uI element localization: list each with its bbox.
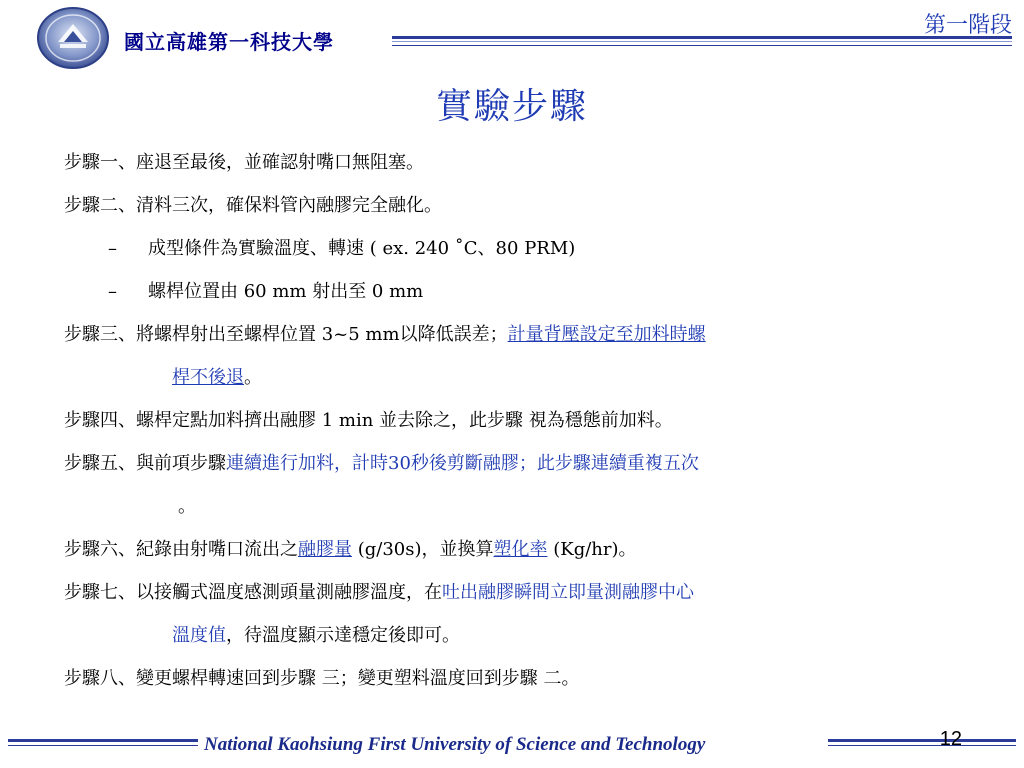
step-7-text: 步驟七、以接觸式溫度感測頭量測融膠溫度，在 (64, 582, 442, 603)
dash-bullet: – (108, 281, 117, 302)
dash-bullet: – (108, 238, 117, 259)
step-3-highlight: 計量背壓設定至加料時螺 (507, 324, 706, 345)
step-5 (64, 453, 974, 475)
melt-amount-term: 融膠量 (298, 539, 352, 560)
step-5-highlight: 連續進行加料，計時30秒後剪斷融膠；此步驟連續重複五次 (226, 453, 699, 474)
step-6-unit-1: (g/30s)，並換算 (352, 539, 494, 560)
sub-item-text: 成型條件為實驗溫度、轉速 ( ex. 240 ˚C、80 PRM) (148, 238, 576, 259)
step-2-sub-2 (64, 281, 974, 303)
footer-rule-right (828, 739, 1016, 746)
footer-rule-left (8, 739, 198, 746)
footer-text: National Kaohsiung First University of Science and Technology (204, 734, 706, 755)
step-2-sub-1 (64, 238, 974, 260)
step-3 (64, 324, 974, 346)
step-8: 步驟八、變更螺桿轉速回到步驟 三；變更塑料溫度回到步驟 二。 (64, 668, 580, 689)
phase-label: 第一階段 (923, 13, 1012, 38)
step-7 (64, 582, 974, 604)
header-rule (392, 36, 1012, 46)
sub-item-text: 螺桿位置由 60 mm 射出至 0 mm (148, 281, 424, 302)
step-5-text: 步驟五、與前項步驟 (64, 453, 226, 474)
page-number: 12 (939, 728, 962, 750)
step-7-continued (64, 625, 974, 647)
step-1: 步驟一、座退至最後，並確認射嘴口無阻塞。 (64, 152, 424, 173)
step-4: 步驟四、螺桿定點加料擠出融膠 1 min 並去除之，此步驟 視為穩態前加料。 (64, 410, 673, 431)
step-3-text: 步驟三、將螺桿射出至螺桿位置 3~5 mm以降低誤差； (64, 324, 508, 345)
step-5-continued: 。 (178, 496, 196, 517)
step-3-end: 。 (244, 367, 262, 388)
step-7-end: ，待溫度顯示達穩定後即可。 (226, 625, 460, 646)
steps-list (64, 152, 974, 711)
step-7-highlight: 吐出融膠瞬間立即量測融膠中心 (442, 582, 694, 603)
step-6 (64, 539, 974, 561)
step-6-unit-2: (Kg/hr)。 (547, 539, 637, 560)
university-emblem-icon (36, 6, 110, 70)
page-title: 實驗步驟 (435, 86, 588, 127)
step-3-highlight-cont: 桿不後退 (172, 367, 244, 388)
step-2: 步驟二、清料三次，確保料管內融膠完全融化。 (64, 195, 442, 216)
step-7-highlight-cont: 溫度值 (172, 625, 226, 646)
school-name: 國立高雄第一科技大學 (124, 30, 334, 54)
step-6-text: 步驟六、紀錄由射嘴口流出之 (64, 539, 298, 560)
step-3-continued (64, 367, 974, 389)
plasticizing-rate-term: 塑化率 (493, 539, 548, 560)
